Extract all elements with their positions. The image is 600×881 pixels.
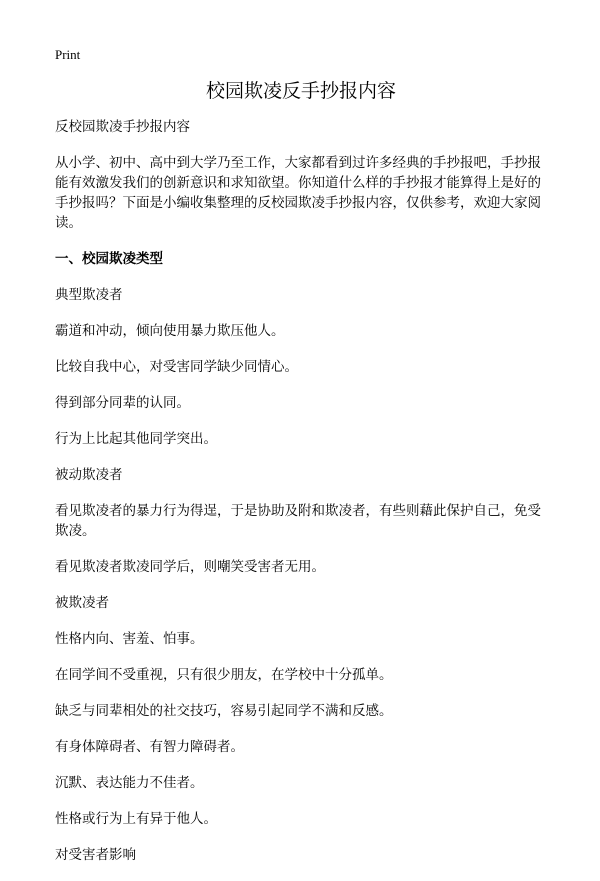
paragraph: 有身体障碍者、有智力障碍者。 xyxy=(55,739,244,755)
paragraph: 比较自我中心，对受害同学缺少同情心。 xyxy=(55,359,298,375)
paragraph: 典型欺凌者 xyxy=(55,287,123,303)
paragraph: 被欺凌者 xyxy=(55,595,109,611)
paragraph: 看见欺凌者欺凌同学后，则嘲笑受害者无用。 xyxy=(55,559,325,575)
print-link[interactable]: Print xyxy=(55,47,81,62)
paragraph: 在同学间不受重视，只有很少朋友，在学校中十分孤单。 xyxy=(55,667,393,683)
paragraph: 得到部分同辈的认同。 xyxy=(55,395,190,411)
paragraph: 性格内向、害羞、怕事。 xyxy=(55,631,204,647)
paragraph: 沉默、表达能力不佳者。 xyxy=(55,775,204,791)
document-body xyxy=(55,117,547,881)
section-heading: 一、校园欺凌类型 xyxy=(55,251,163,267)
paragraph: 对受害者影响 xyxy=(55,847,136,863)
paragraph: 被动欺凌者 xyxy=(55,467,123,483)
paragraph: 性格或行为上有异于他人。 xyxy=(55,811,217,827)
paragraph: 行为上比起其他同学突出。 xyxy=(55,431,217,447)
paragraph: 看见欺凌者的暴力行为得逞，于是协助及附和欺凌者，有些则藉此保护自己，免受欺凌。 xyxy=(55,503,541,539)
paragraph: 从小学、初中、高中到大学乃至工作，大家都看到过许多经典的手抄报吧，手抄报能有效激发我们的创新意识和求知欲望。你知道什么样的手抄报才能算得上是好的手抄报吗？下面是小编收集整理的反校园欺凌手抄报内容，仅供参考，欢迎大家阅读。 xyxy=(55,155,541,231)
paragraph: 缺乏与同辈相处的社交技巧，容易引起同学不满和反感。 xyxy=(55,703,393,719)
paragraph: 反校园欺凌手抄报内容 xyxy=(55,119,190,135)
document-title: 校园欺凌反手抄报内容 xyxy=(205,80,396,102)
paragraph: 霸道和冲动，倾向使用暴力欺压他人。 xyxy=(55,323,285,339)
